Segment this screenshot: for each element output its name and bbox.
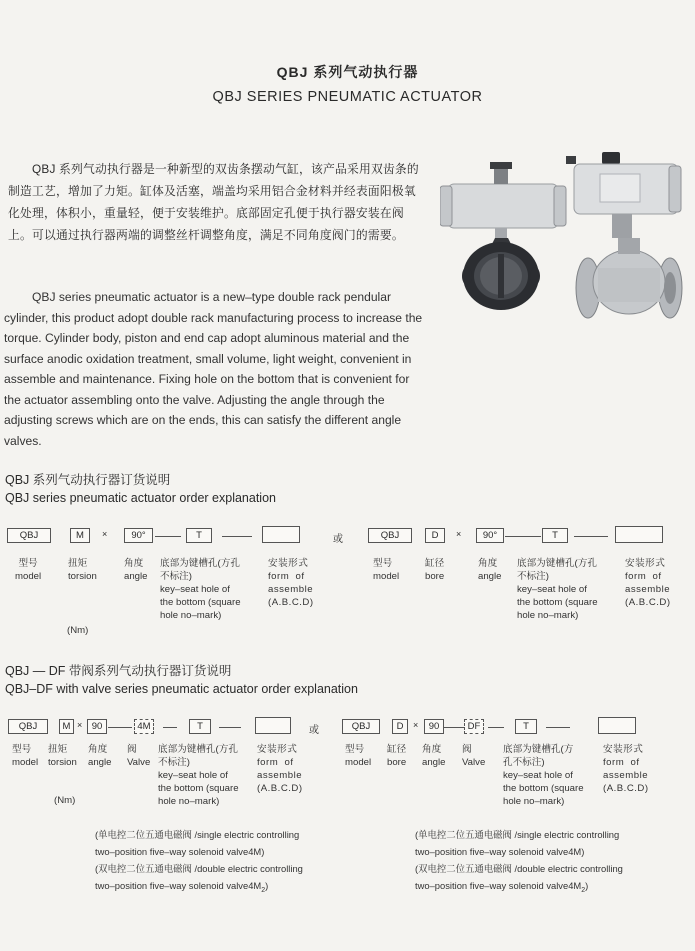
order1-right-dash	[505, 536, 541, 537]
order2-left-dash	[163, 727, 177, 728]
order2-heading-cn: QBJ — DF 带阀系列气动执行器订货说明	[5, 664, 232, 678]
order1-right-bore-label: 缸径 bore	[425, 558, 445, 582]
order2-left-model-box: QBJ	[8, 719, 48, 734]
order1-right-model-box: QBJ	[368, 528, 412, 543]
order2-right-dash	[444, 727, 464, 728]
order1-right-keyseat-label: 底部为键槽孔(方孔 不标注) key–seat hole of the bottom (square hole no–mark)	[517, 558, 598, 621]
order2-right-valve-box: DF	[464, 719, 484, 734]
order2-right-install-box	[598, 717, 636, 734]
order2-right-model-box: QBJ	[342, 719, 380, 734]
order1-left-model-label: 型号 model	[15, 558, 42, 582]
note-line: (双电控二位五通电磁阀 /double electric controlling	[95, 863, 303, 874]
order2-right-notes	[415, 826, 623, 899]
note-line: (双电控二位五通电磁阀 /double electric controlling	[415, 863, 623, 874]
order1-left-install-box	[262, 526, 300, 543]
ball-valve-image	[576, 238, 682, 318]
order1-right-dash	[574, 536, 608, 537]
order2-right-angle-box: 90	[424, 719, 444, 734]
actuator-left-image	[440, 162, 566, 238]
order2-right-keyseat-label: 底部为键槽孔(方 孔不标注) key–seat hole of the bottom (square hole no–mark)	[503, 744, 584, 807]
note-line: (单电控二位五通电磁阀 /single electric controlling	[415, 829, 620, 840]
order2-right-angle-label: 角度 angle	[422, 744, 446, 768]
order1-left-keyseat-label: 底部为键槽孔(方孔 不标注) key–seat hole of the bottom (square hole no–mark)	[160, 558, 241, 621]
order1-or: 或	[333, 534, 343, 545]
page-title-cn: QBJ 系列气动执行器	[276, 64, 419, 80]
page-title-en: QBJ SERIES PNEUMATIC ACTUATOR	[212, 89, 483, 105]
order1-left-dash	[222, 536, 252, 537]
order2-left-install-label: 安装形式 form of assemble (A.B.C.D)	[257, 744, 303, 794]
order1-left-dash	[155, 536, 181, 537]
order2-right-valve-label: 阀 Valve	[462, 744, 486, 768]
order2-left-unit-label: (Nm)	[54, 795, 76, 806]
order2-right-bore-label: 缸径 bore	[387, 744, 407, 768]
order2-left-dash	[219, 727, 241, 728]
order2-left-keyseat-label: 底部为键槽孔(方孔 不标注) key–seat hole of the bottom (square hole no–mark)	[158, 744, 239, 807]
order2-right-keyseat-box: T	[515, 719, 537, 734]
note-line: two–position five–way solenoid valve4M)	[415, 846, 585, 857]
order1-left-install-label: 安装形式 form of assemble (A.B.C.D)	[268, 558, 314, 608]
order2-left-angle-label: 角度 angle	[88, 744, 112, 768]
actuator-right-image	[566, 152, 681, 238]
intro-paragraph-en: QBJ series pneumatic actuator is a new–type double rack pendular cylinder, this product adopt double rack manufacturing process to increase the torque. Cylinder body, piston and end cap adopt aluminous material and the surface anodic oxidation treatment, small volume, light weight, convenient in assemble and maintenance. Fixing hole on the bottom that is convenient for the actuator assembling onto the valve. Adjusting the angle through the adjusting screws which are on the ends, this can satisfy the different angle valves.	[4, 290, 423, 448]
pneumatic-actuator-valves-photo	[440, 150, 685, 325]
order2-left-model-label: 型号 model	[12, 744, 39, 768]
note-line: two–position five–way solenoid valve4M)	[95, 846, 265, 857]
order1-heading-en: QBJ series pneumatic actuator order explanation	[5, 491, 276, 505]
order1-left-times: ×	[102, 529, 108, 539]
order1-right-install-label: 安装形式 form of assemble (A.B.C.D)	[625, 558, 671, 608]
order1-right-bore-box: D	[425, 528, 445, 543]
order2-left-angle-box: 90	[87, 719, 107, 734]
order2-left-torsion-label: 扭矩 torsion	[48, 744, 77, 768]
order2-left-install-box	[255, 717, 291, 734]
intro-paragraph-cn: QBJ 系列气动执行器是一种新型的双齿条摆动气缸，该产品采用双齿条的制造工艺，增加了力矩。缸体及活塞，端盖均采用铝合金材料并经表面阳极氧化处理，体积小，重量轻，便于安装维护。底部固定孔便于执行器安装在阀上。可以通过执行器两端的调整丝杆调整角度，满足不同角度阀门的需要。	[8, 162, 419, 242]
order1-right-times: ×	[456, 529, 462, 539]
order2-left-dash	[108, 727, 132, 728]
order2-right-times: ×	[413, 720, 419, 730]
order1-left-unit-label: (Nm)	[67, 625, 89, 636]
order2-right-dash	[488, 727, 504, 728]
note-line: two–position five–way solenoid $valve4M_2$)	[95, 880, 269, 894]
note-line: (单电控二位五通电磁阀 /single electric controlling	[95, 829, 300, 840]
order2-left-keyseat-box: T	[189, 719, 211, 734]
order1-left-torsion-box: M	[70, 528, 90, 543]
order1-left-model-box: QBJ	[7, 528, 51, 543]
order2-left-valve-label: 阀 Valve	[127, 744, 151, 768]
order2-or: 或	[309, 725, 319, 736]
order1-heading-cn: QBJ 系列气动执行器订货说明	[5, 473, 171, 487]
order2-right-bore-box: D	[392, 719, 408, 734]
order1-right-angle-box: 90°	[476, 528, 504, 543]
order1-right-model-label: 型号 model	[373, 558, 400, 582]
order2-right-model-label: 型号 model	[345, 744, 372, 768]
order1-left-angle-label: 角度 angle	[124, 558, 148, 582]
order2-right-dash	[546, 727, 570, 728]
order1-left-keyseat-box: T	[186, 528, 212, 543]
order2-left-times: ×	[77, 720, 83, 730]
butterfly-valve-image	[462, 238, 540, 310]
order2-left-torsion-box: M	[59, 719, 74, 734]
order1-left-angle-box: 90°	[124, 528, 153, 543]
order2-right-install-label: 安装形式 form of assemble (A.B.C.D)	[603, 744, 649, 794]
order1-right-keyseat-box: T	[542, 528, 568, 543]
order1-right-angle-label: 角度 angle	[478, 558, 502, 582]
order2-left-valve-box: 4M	[134, 719, 154, 734]
order1-left-torsion-label: 扭矩 torsion	[68, 558, 97, 582]
order1-right-install-box	[615, 526, 663, 543]
order2-heading-en: QBJ–DF with valve series pneumatic actuator order explanation	[5, 682, 358, 696]
note-line: two–position five–way solenoid $valve4M_2$)	[415, 880, 589, 894]
order2-left-notes	[95, 826, 303, 899]
